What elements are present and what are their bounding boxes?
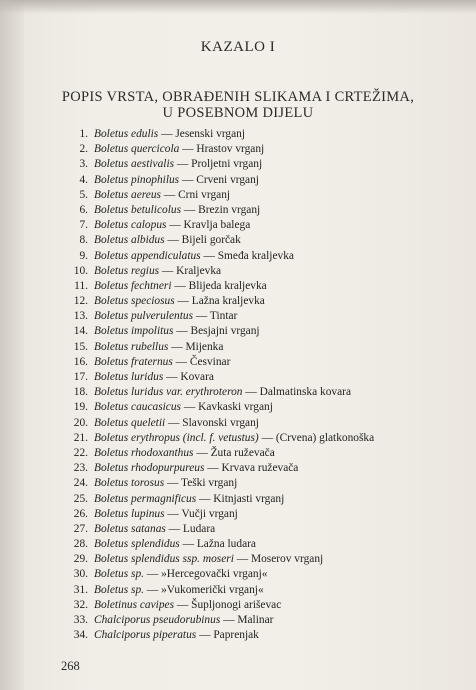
list-item [50,553,460,568]
entry-number: 15. [73,340,88,353]
list-item [50,143,460,158]
list-item [50,219,460,234]
latin-name: Boletus impolitus [94,325,174,338]
latin-name: Boletus splendidus ssp. moseri [94,553,234,566]
list-item [50,386,460,401]
entry-text [94,599,281,611]
dash-separator: — [179,538,197,551]
common-name: »Vukomerički vrganj« [161,583,264,596]
entry-number: 20. [73,416,88,429]
list-item [50,508,460,523]
latin-name: Boletus appendiculatus [94,249,201,262]
entry-number: 14. [73,325,88,338]
entry-text [94,386,351,398]
entry-text [94,325,260,337]
list-item [50,128,460,143]
dash-separator: — [196,629,214,642]
common-name: Kravlja balega [183,219,251,232]
entry-number: 28. [73,538,88,551]
latin-name: Boletus quercicola [94,143,180,156]
common-name: Kovara [180,371,214,383]
dash-separator: — [242,386,260,399]
entry-text [94,523,215,535]
list-item [50,417,460,432]
dash-separator: — [164,234,182,247]
latin-name: Boletus luridus [94,371,164,383]
latin-name: Boletus lupinus [94,507,165,520]
common-name: Crni vrganj [178,188,231,201]
latin-name: Boletus permagnificus [94,492,197,505]
common-name: Vučji vrganj [181,507,238,520]
list-item [50,523,460,538]
list-item [50,310,460,325]
latin-name: Boletus splendidus [94,538,180,551]
entry-number: 33. [73,614,88,626]
entry-number: 27. [73,522,88,535]
entry-number: 11. [74,279,88,292]
entry-number: 5. [79,188,88,201]
entry-number: 26. [73,507,88,520]
entry-number: 29. [73,553,88,566]
entry-text [94,538,256,550]
latin-name: Boletinus cavipes [94,598,175,611]
latin-name: Boletus torosus [94,477,165,490]
dash-separator: — [174,295,192,308]
dash-separator: — [181,401,199,414]
entry-number: 32. [73,598,88,611]
entry-number: 3. [79,158,88,171]
common-name: Lažna kraljevka [191,295,265,308]
latin-name: Chalciporus pseudorubinus [94,614,221,626]
dash-separator: — [193,310,210,323]
common-name: Malinar [237,614,274,626]
entry-text [94,219,250,231]
list-item [50,432,460,447]
latin-name: Boletus satanas [94,522,166,535]
entry-text [94,447,275,459]
entry-number: 21. [73,431,88,444]
entry-number: 25. [73,492,88,505]
common-name: (Crvena) glatkonoška [275,431,375,444]
dash-separator: — [168,340,186,353]
dash-separator: — [204,462,222,475]
species-list [50,128,460,644]
entry-text [94,250,294,262]
entry-number: 1. [79,128,88,140]
common-name: Proljetni vrganj [191,158,263,171]
entry-number: 19. [73,401,88,414]
entry-number: 23. [73,462,88,475]
entry-text [94,295,265,307]
list-item [50,614,460,629]
list-item [50,174,460,189]
entry-number: 9. [79,249,88,262]
entry-text [94,493,284,505]
entry-number: 12. [73,295,88,308]
dash-separator: — [181,203,199,216]
entry-text [94,584,264,596]
entry-text [94,143,264,155]
entry-number: 18. [73,386,88,399]
latin-name: Boletus rhodopurpureus [94,462,205,475]
common-name: Kraljevka [176,264,222,277]
list-item [50,325,460,340]
dash-separator: — [196,492,214,505]
list-item [50,538,460,553]
list-item [50,189,460,204]
latin-name: Boletus caucasicus [94,401,181,414]
dash-separator: — [172,355,190,368]
common-name: Besjajni vrganj [190,325,260,338]
entry-text [94,280,267,292]
entry-number: 22. [73,446,88,459]
common-name: Tintar [209,310,238,323]
latin-name: Boletus fraternus [94,355,173,368]
latin-name: Boletus calopus [94,219,167,232]
list-item [50,341,460,356]
latin-name: Boletus speciosus [94,295,175,308]
list-item [50,204,460,219]
common-name: Crveni vrganj [196,173,259,186]
latin-name: Boletus luridus var. erythroteron [94,386,243,399]
entry-text [94,553,323,565]
entry-number: 24. [73,477,88,490]
list-item [50,629,460,644]
dash-separator: — [144,568,162,581]
list-item [50,584,460,599]
entry-text [94,371,214,383]
entry-text [94,310,237,322]
latin-name: Boletus aestivalis [94,158,175,171]
page-number: 268 [61,659,80,673]
common-name: Jesenski vrganj [175,128,246,140]
entry-text [94,189,230,201]
common-name: Blijeda kraljevka [188,279,267,292]
latin-name: Boletus erythropus (incl. f. vetustus) [94,431,259,444]
entry-number: 4. [79,173,88,186]
dash-separator: — [179,173,197,186]
index-title: KAZALO I [200,39,276,55]
list-item [50,462,460,477]
list-item [50,568,460,583]
entry-text [94,341,223,353]
latin-name: Boletus albidus [94,234,165,247]
entry-text [94,508,238,520]
dash-separator: — [164,507,182,520]
common-name: »Hercegovački vrganj« [161,568,268,581]
common-name: Paprenjak [213,629,259,642]
index-subtitle [0,89,476,121]
dash-separator: — [166,219,184,232]
latin-name: Boletus sp. [94,583,144,596]
common-name: Česvinar [189,355,231,368]
list-item [50,401,460,416]
common-name: Šupljonogi ariševac [191,598,282,611]
entry-text [94,401,273,413]
latin-name: Boletus rubellus [94,340,169,353]
common-name: Bijeli gorčak [181,234,241,247]
common-name: Smeđa kraljevka [217,249,294,262]
list-item [50,295,460,310]
latin-name: Chalciporus piperatus [94,629,197,642]
list-item [50,447,460,462]
dash-separator: — [165,416,183,429]
latin-name: Boletus fechtneri [94,279,172,292]
entry-text [94,568,267,580]
entry-number: 16. [73,355,88,368]
latin-name: Boletus sp. [94,568,144,581]
subtitle-line-1: POPIS VRSTA, OBRAĐENIH SLIKAMA I CRTEŽIMA, [61,89,415,105]
list-item [50,477,460,492]
entry-number: 8. [79,234,88,247]
common-name: Žuta ruževača [210,446,275,459]
dash-separator: — [160,188,179,201]
latin-name: Boletus rhodoxanthus [94,446,194,459]
common-name: Kitnjasti vrganj [213,492,285,505]
entry-text [94,477,237,489]
entry-text [94,265,221,277]
latin-name: Boletus pinophilus [94,173,180,186]
dash-separator: — [193,446,211,459]
dash-separator: — [144,583,162,596]
common-name: Moserov vrganj [250,553,324,566]
dash-separator: — [233,553,251,566]
entry-text [94,629,259,641]
dash-separator: — [165,522,183,535]
common-name: Ludara [182,522,216,535]
common-name: Lažna ludara [196,538,256,551]
list-item [50,250,460,265]
common-name: Teški vrganj [181,477,238,490]
latin-name: Boletus aereus [94,188,161,201]
dash-separator: — [173,325,191,338]
dash-separator: — [200,249,218,262]
entry-number: 2. [79,143,88,156]
entry-text [94,128,245,140]
common-name: Krvava ruževača [221,462,299,475]
entry-text [94,462,298,474]
entry-text [94,174,259,186]
entry-number: 13. [73,310,88,323]
entry-text [94,432,374,444]
list-item [50,158,460,173]
list-item [50,356,460,371]
latin-name: Boletus edulis [94,128,159,140]
list-item [50,265,460,280]
list-item [50,371,460,386]
page-shadow [0,0,476,14]
dash-separator: — [174,158,192,171]
entry-number: 31. [73,583,88,596]
entry-number: 34. [73,629,88,642]
dash-separator: — [163,371,181,383]
dash-separator: — [158,128,176,140]
entry-text [94,158,262,170]
common-name: Hrastov vrganj [196,143,265,156]
latin-name: Boletus queletii [94,416,166,429]
dash-separator: — [179,143,197,156]
entry-text [94,356,230,368]
list-item [50,280,460,295]
entry-number: 6. [79,203,88,216]
common-name: Mijenka [185,340,224,353]
subtitle-line-2: U POSEBNOM DIJELU [162,105,314,121]
dash-separator: — [159,264,177,277]
entry-text [94,234,241,246]
entry-text [94,417,259,429]
dash-separator: — [171,279,189,292]
latin-name: Boletus pulverulentus [94,310,194,323]
entry-number: 17. [73,371,88,383]
common-name: Dalmatinska kovara [259,386,352,399]
latin-name: Boletus regius [94,264,160,277]
dash-separator: — [258,431,276,444]
entry-text [94,614,273,626]
dash-separator: — [164,477,182,490]
dash-separator: — [174,598,192,611]
entry-number: 30. [73,568,88,581]
entry-number: 10. [73,264,88,277]
common-name: Kavkaski vrganj [198,401,273,414]
common-name: Slavonski vrganj [182,416,259,429]
entry-number: 7. [79,219,88,232]
dash-separator: — [220,614,238,626]
common-name: Brezin vrganj [198,203,261,216]
list-item [50,599,460,614]
latin-name: Boletus betulicolus [94,203,181,216]
entry-text [94,204,260,216]
list-item [50,493,460,508]
list-item [50,234,460,249]
